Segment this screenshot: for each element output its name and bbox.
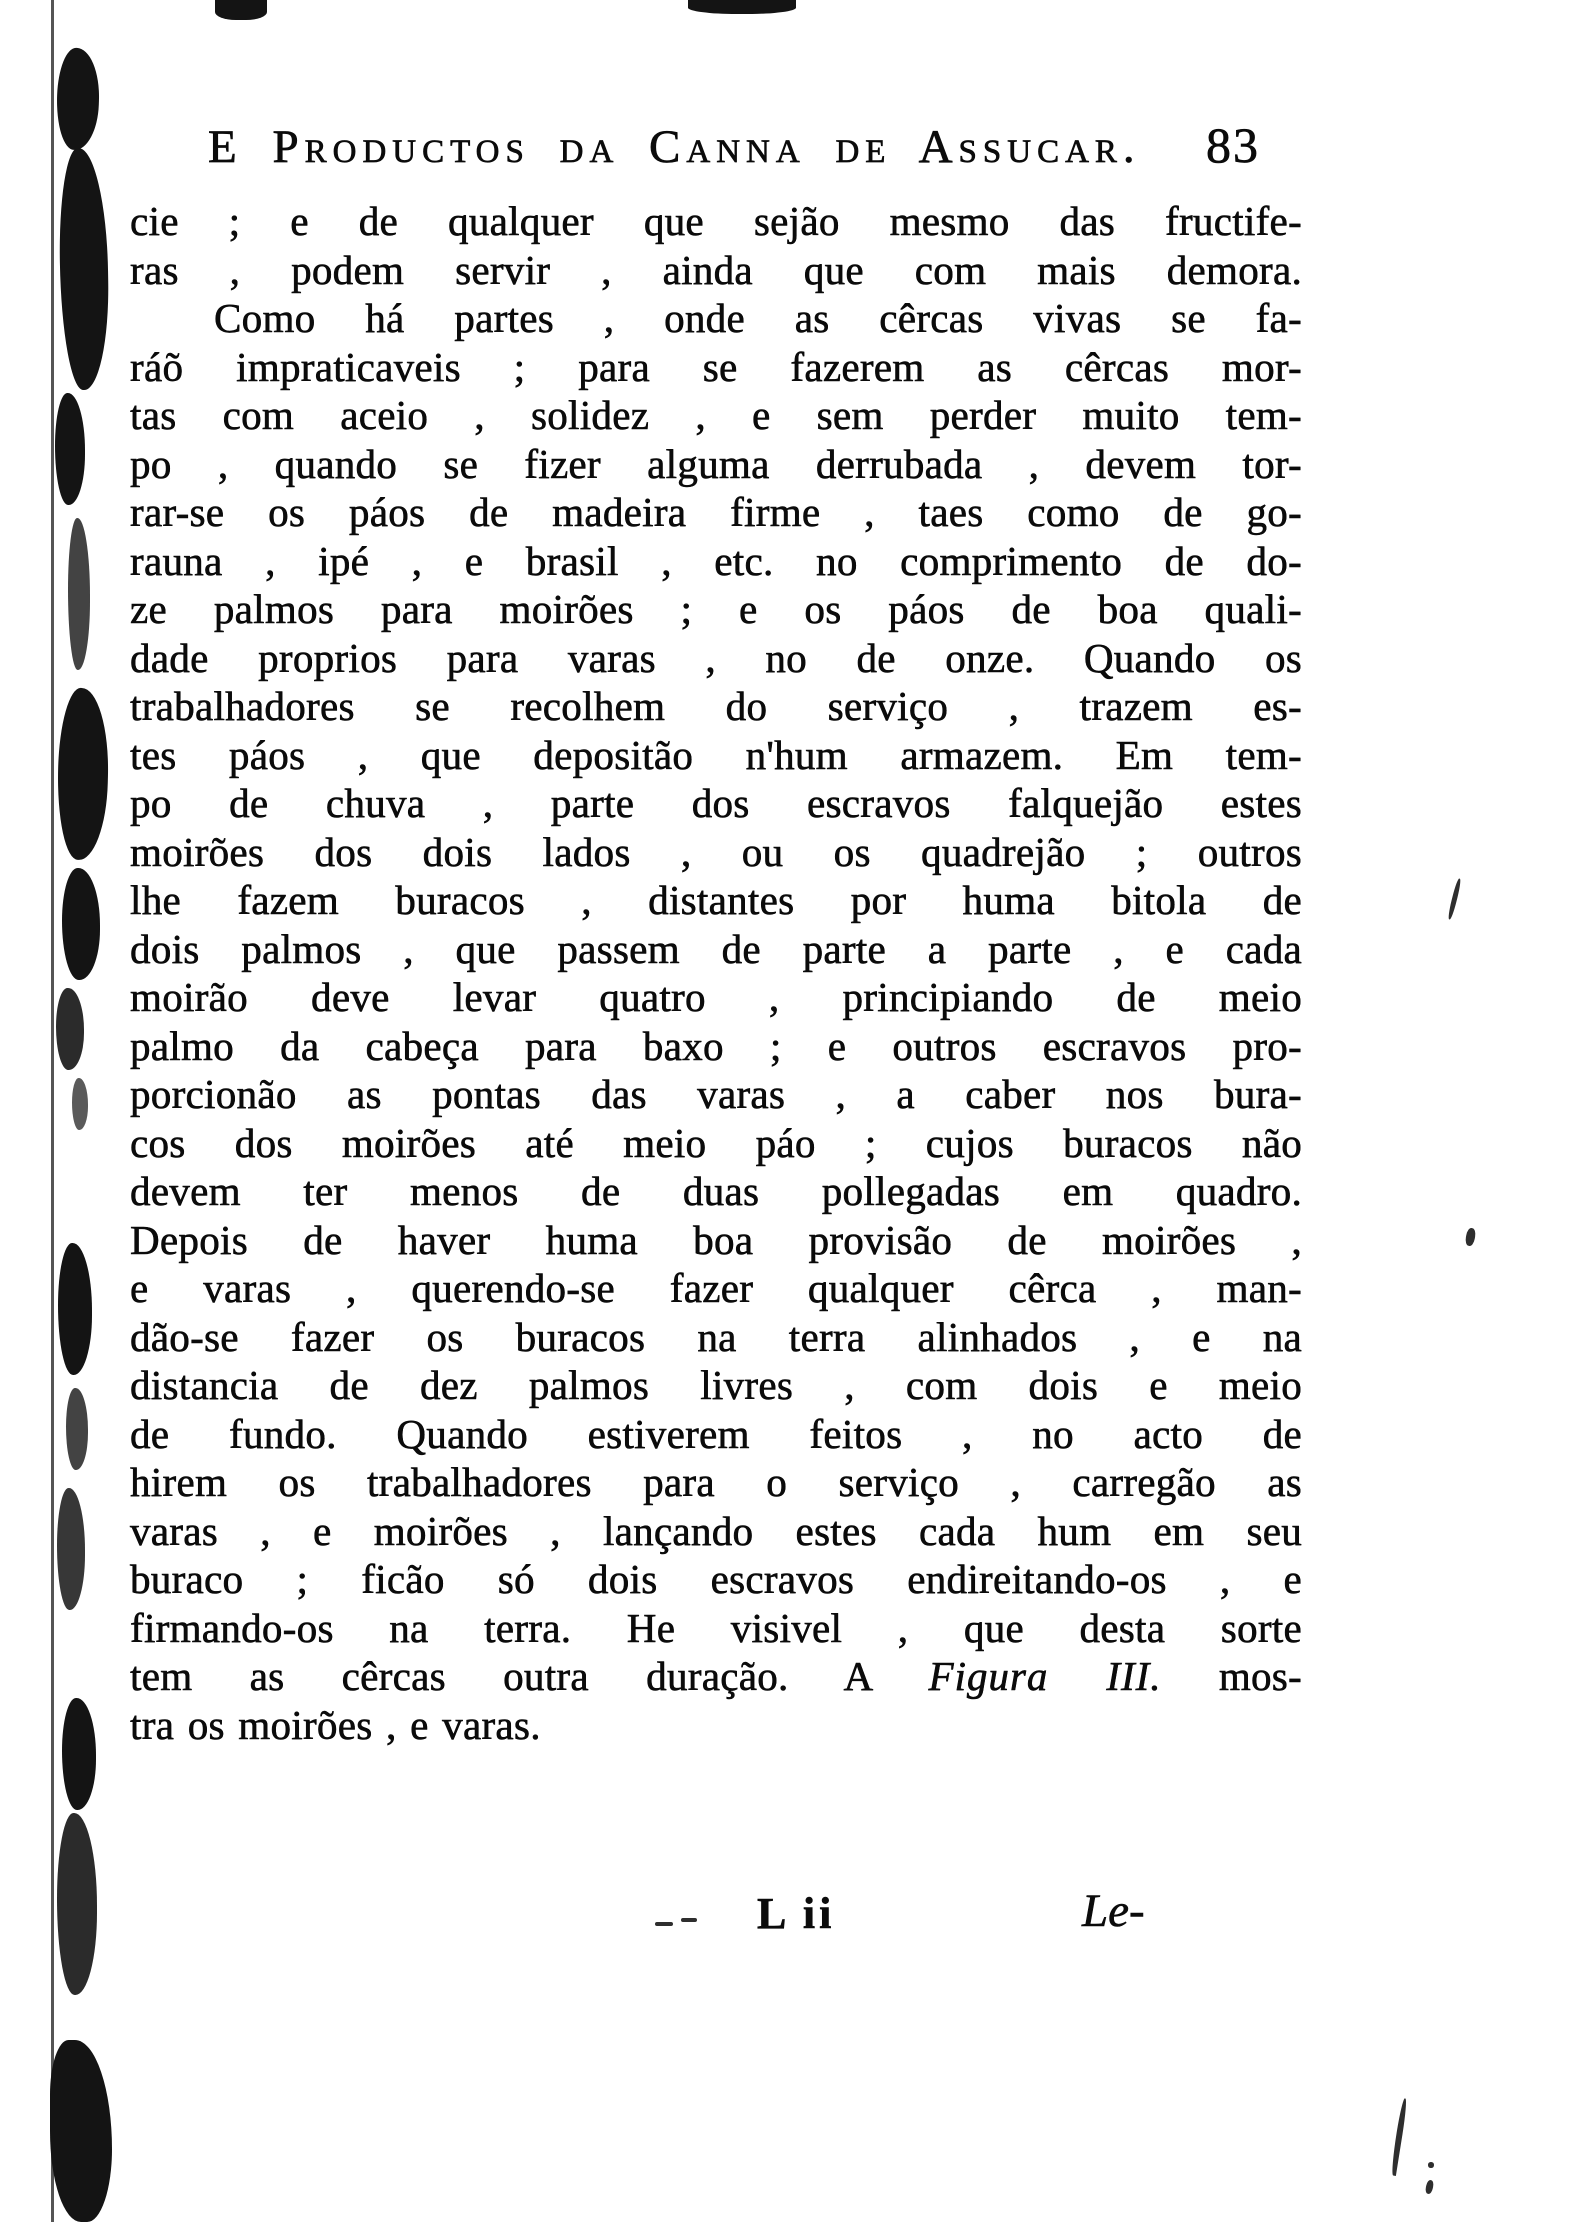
header-title: E Productos da Canna de Assucar. — [208, 121, 1141, 173]
binding-smudge — [50, 2040, 112, 2222]
catchword: Le- — [1082, 1885, 1145, 1937]
ink-speck — [1428, 2162, 1434, 2168]
text-line: devem ter menos de duas pollegadas em quadro. — [130, 1168, 1302, 1214]
text-line: e varas , querendo-se fazer qualquer cêrca , man- — [130, 1265, 1302, 1311]
ink-speck — [1447, 878, 1462, 920]
page-number: 83 — [1206, 117, 1260, 173]
text-line: de fundo. Quando estiverem feitos , no acto de — [130, 1410, 1302, 1457]
binding-smudge — [55, 47, 101, 150]
text-line: trabalhadores se recolhem do serviço , trazem es- — [130, 683, 1302, 729]
binding-smudge — [66, 1388, 88, 1470]
page-footer — [130, 1885, 1302, 1958]
text-line: porcionão as pontas das varas , a caber nos bura- — [130, 1071, 1302, 1117]
binding-smudge — [68, 518, 90, 670]
text-line: cie ; e de qualquer que sejão mesmo das fructife- — [130, 198, 1302, 244]
text-line: dois palmos , que passem de parte a parte , e cada — [130, 925, 1302, 972]
text-line: buraco ; ficão só dois escravos endireitando-os , e — [130, 1556, 1302, 1602]
binding-smudge — [57, 1813, 97, 1995]
page-edge-line — [51, 0, 54, 2222]
text-line: varas , e moirões , lançando estes cada hum em seu — [130, 1507, 1302, 1554]
text-line: firmando-os na terra. He visivel , que desta sorte — [130, 1604, 1302, 1651]
text-line: ze palmos para moirões ; e os páos de boa quali- — [130, 586, 1302, 632]
text-line: Depois de haver huma boa provisão de moirões , — [130, 1216, 1302, 1263]
text-line: moirão deve levar quatro , principiando de meio — [130, 974, 1302, 1020]
binding-smudge — [62, 868, 100, 980]
text-line: tra os moirões , e varas. — [130, 1701, 541, 1748]
text-line: ráõ impraticaveis ; para se fazerem as cêrcas mor- — [130, 343, 1302, 390]
ink-speck — [1390, 2098, 1408, 2176]
binding-smudge — [58, 148, 110, 391]
running-header — [130, 116, 1302, 174]
text-line: rar-se os páos de madeira firme , taes como de go- — [130, 489, 1302, 535]
text-line: dade proprios para varas , no de onze. Quando os — [130, 634, 1302, 681]
text-line: po , quando se fizer alguma derrubada , devem tor- — [130, 440, 1302, 487]
text-line: moirões dos dois lados , ou os quadrejão ; outros — [130, 828, 1302, 875]
text-line: lhe fazem buracos , distantes por huma bitola de — [130, 877, 1302, 923]
body-text — [130, 197, 1302, 1749]
binding-smudge — [56, 687, 110, 860]
text-line: tem as cêrcas outra duração. A Figura III. mos- — [130, 1653, 1303, 1699]
text-line: ras , podem servir , ainda que com mais demora. — [130, 246, 1302, 293]
binding-smudge — [55, 393, 85, 505]
text-line: tas com aceio , solidez , e sem perder muito tem- — [130, 392, 1302, 438]
text-line: hirem os trabalhadores para o serviço , carregão as — [130, 1459, 1302, 1505]
text-line: dão-se fazer os buracos na terra alinhados , e na — [130, 1313, 1302, 1360]
scan-edge-mark — [215, 0, 267, 20]
text-line: Como há partes , onde as cêrcas vivas se fa- — [214, 295, 1302, 341]
text-line: distancia de dez palmos livres , com dois e meio — [130, 1362, 1302, 1408]
text-line: palmo da cabeça para baxo ; e outros escravos pro- — [130, 1022, 1302, 1069]
text-line: po de chuva , parte dos escravos falquejão estes — [130, 780, 1302, 826]
binding-smudge — [56, 988, 84, 1070]
signature-mark: L ii — [757, 1889, 836, 1938]
binding-smudge — [72, 1078, 88, 1130]
scan-edge-mark — [688, 0, 796, 14]
ink-speck — [1425, 2179, 1435, 2194]
binding-smudge — [58, 1243, 92, 1375]
text-line: tes páos , que depositão n'hum armazem. Em tem- — [130, 731, 1302, 778]
text-line: rauna , ipé , e brasil , etc. no comprimento de do- — [130, 537, 1302, 584]
text-line: cos dos moirões até meio páo ; cujos buracos não — [130, 1119, 1302, 1166]
ink-speck — [1465, 1227, 1477, 1246]
binding-smudge — [57, 1488, 85, 1610]
binding-smudge — [62, 1698, 96, 1810]
